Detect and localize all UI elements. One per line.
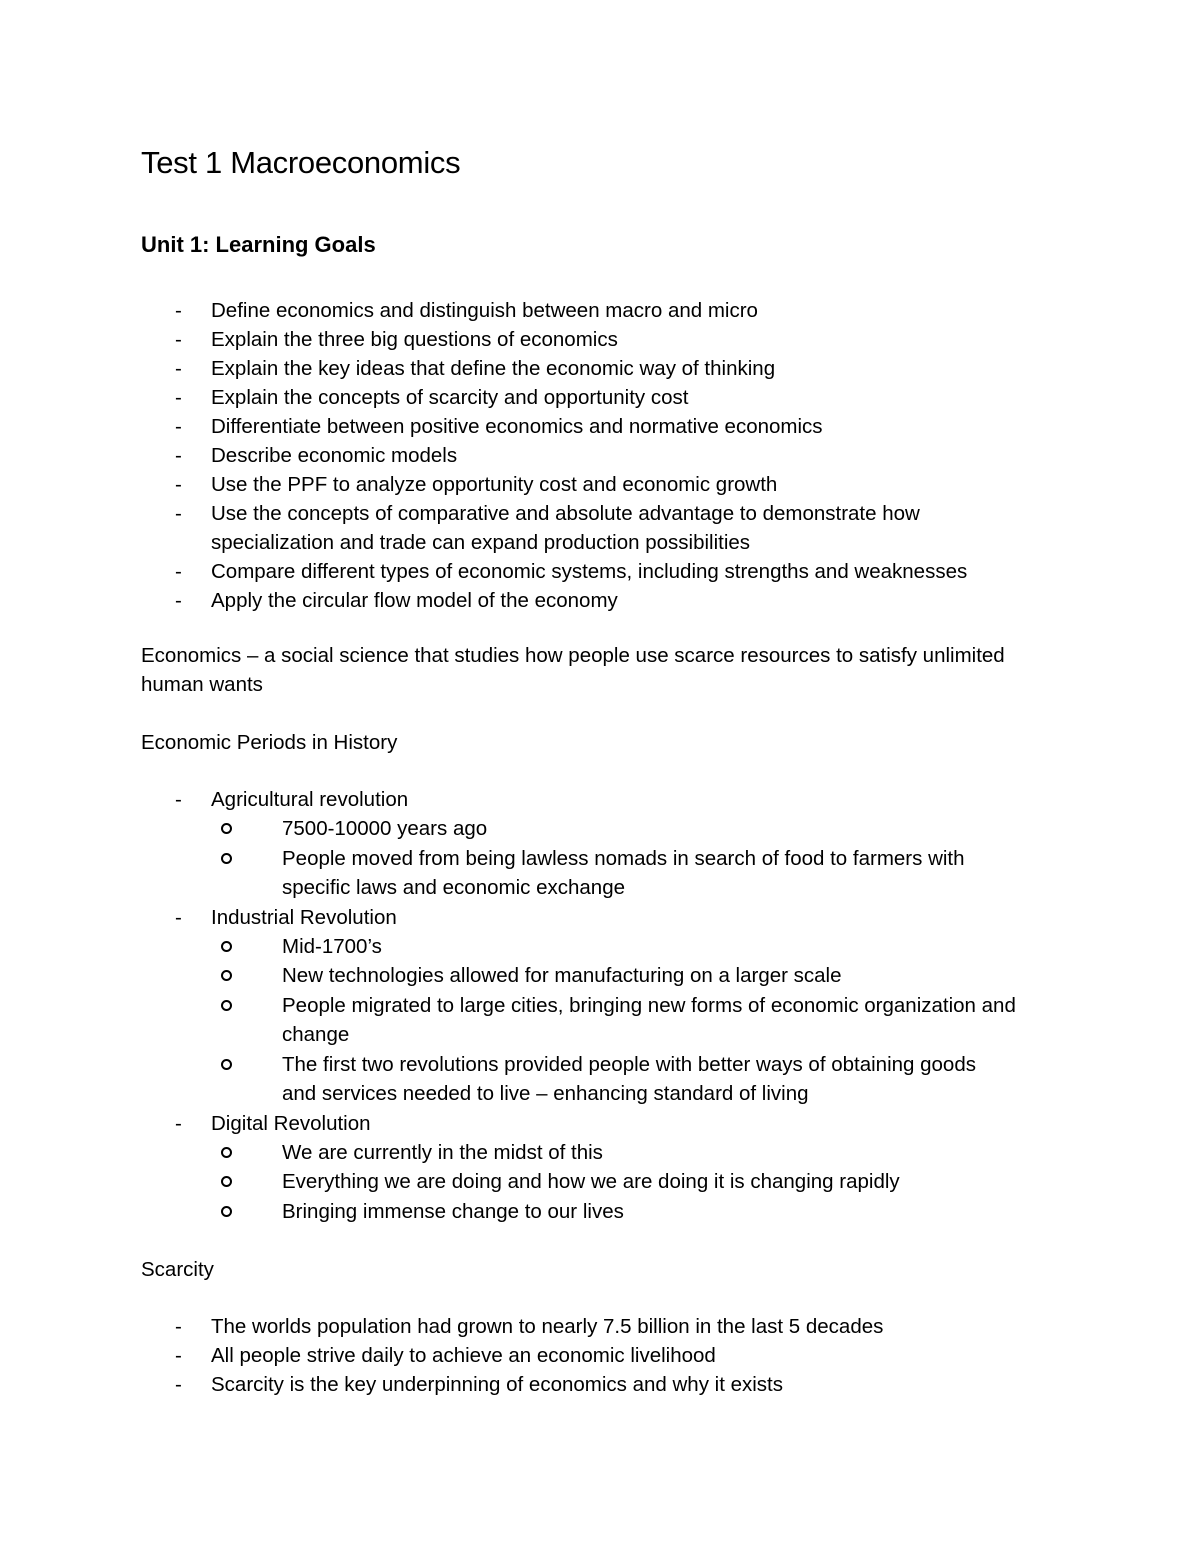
scarcity-list bbox=[141, 1312, 883, 1399]
list-item: - All people strive daily to achieve an economic livelihood bbox=[141, 1341, 883, 1370]
dash-bullet: - bbox=[175, 473, 182, 496]
circle-bullet-icon bbox=[221, 1176, 232, 1187]
sub-list-item: Everything we are doing and how we are doing it is changing rapidly bbox=[211, 1167, 1016, 1197]
periods-heading: Economic Periods in History bbox=[141, 731, 398, 754]
dash-bullet: - bbox=[175, 788, 182, 811]
circle-bullet-icon bbox=[221, 970, 232, 981]
dash-bullet: - bbox=[175, 1373, 182, 1396]
period-label: Digital Revolution bbox=[211, 1111, 371, 1135]
list-item: - Apply the circular flow model of the economy bbox=[141, 586, 967, 615]
circle-bullet-icon bbox=[221, 1206, 232, 1217]
dash-bullet: - bbox=[175, 299, 182, 322]
dash-bullet: - bbox=[175, 444, 182, 467]
list-item bbox=[141, 785, 1016, 903]
sub-list-item: We are currently in the midst of this bbox=[211, 1138, 1016, 1168]
dash-bullet: - bbox=[175, 357, 182, 380]
sub-list bbox=[211, 814, 1016, 903]
list-item: - Explain the concepts of scarcity and opportunity cost bbox=[141, 383, 967, 412]
list-item: - Define economics and distinguish between macro and micro bbox=[141, 296, 967, 325]
dash-bullet: - bbox=[175, 502, 182, 525]
dash-bullet: - bbox=[175, 905, 182, 929]
dash-bullet: - bbox=[175, 560, 182, 583]
sub-list bbox=[211, 1138, 1016, 1227]
dash-bullet: - bbox=[175, 386, 182, 409]
list-item: - Explain the key ideas that define the economic way of thinking bbox=[141, 354, 967, 383]
dash-bullet: - bbox=[175, 415, 182, 438]
circle-bullet-icon bbox=[221, 1147, 232, 1158]
list-item: - Compare different types of economic systems, including strengths and weaknesses bbox=[141, 557, 967, 586]
circle-bullet-icon bbox=[221, 853, 232, 864]
dash-bullet: - bbox=[175, 328, 182, 351]
sub-list-item: 7500-10000 years ago bbox=[211, 814, 1016, 844]
circle-bullet-icon bbox=[221, 823, 232, 834]
learning-goals-list bbox=[141, 296, 967, 615]
dash-bullet: - bbox=[175, 1344, 182, 1367]
unit-heading: Unit 1: Learning Goals bbox=[141, 232, 376, 257]
dash-bullet: - bbox=[175, 589, 182, 612]
list-item bbox=[141, 1109, 1016, 1227]
sub-list-item: People moved from being lawless nomads in search of food to farmers with specific laws and economic exchange bbox=[211, 844, 1016, 903]
sub-list-item: Bringing immense change to our lives bbox=[211, 1197, 1016, 1227]
dash-bullet: - bbox=[175, 1315, 182, 1338]
scarcity-heading: Scarcity bbox=[141, 1258, 214, 1281]
period-label: Agricultural revolution bbox=[211, 788, 409, 811]
list-item: - Differentiate between positive economics and normative economics bbox=[141, 412, 967, 441]
dash-bullet: - bbox=[175, 1111, 182, 1135]
circle-bullet-icon bbox=[221, 941, 232, 952]
list-item: - Use the PPF to analyze opportunity cost and economic growth bbox=[141, 470, 967, 499]
circle-bullet-icon bbox=[221, 1059, 232, 1070]
sub-list-item: New technologies allowed for manufacturing on a larger scale bbox=[211, 961, 1016, 991]
period-label: Industrial Revolution bbox=[211, 905, 397, 929]
periods-list bbox=[141, 785, 1016, 1226]
economics-definition: Economics – a social science that studies how people use scarce resources to satisfy unlimited human wants bbox=[141, 644, 1005, 696]
list-item: - Scarcity is the key underpinning of economics and why it exists bbox=[141, 1370, 883, 1399]
circle-bullet-icon bbox=[221, 1000, 232, 1011]
list-item: - Explain the three big questions of economics bbox=[141, 325, 967, 354]
list-item: - Use the concepts of comparative and absolute advantage to demonstrate how specialization and trade can expand production possibilities bbox=[141, 499, 967, 557]
sub-list-item: People migrated to large cities, bringing new forms of economic organization and change bbox=[211, 991, 1016, 1050]
list-item: - Describe economic models bbox=[141, 441, 967, 470]
sub-list bbox=[211, 932, 1016, 1109]
list-item: - The worlds population had grown to nearly 7.5 billion in the last 5 decades bbox=[141, 1312, 883, 1341]
page-title: Test 1 Macroeconomics bbox=[141, 145, 461, 180]
list-item bbox=[141, 903, 1016, 1109]
sub-list-item: The first two revolutions provided people with better ways of obtaining goods and services needed to live – enhancing standard of living bbox=[211, 1050, 1016, 1109]
sub-list-item: Mid-1700’s bbox=[211, 932, 1016, 962]
